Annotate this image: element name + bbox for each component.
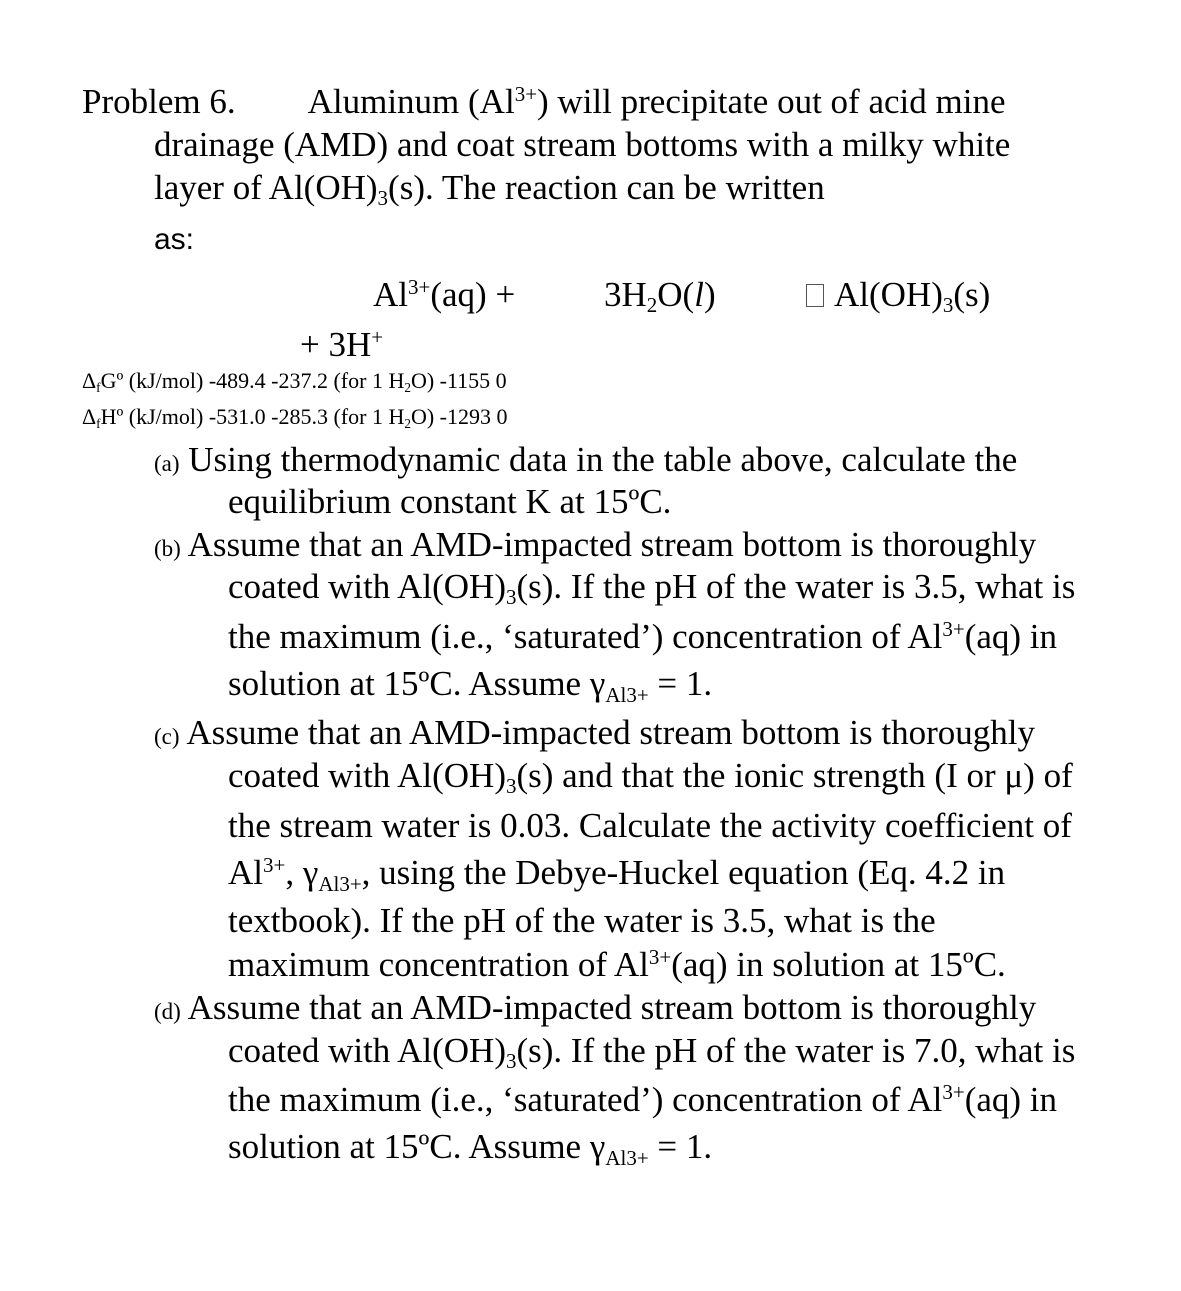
part-a-line-1: (a) Using thermodynamic data in the table above, calculate the	[154, 440, 1018, 479]
part-c-line-1: (c) Assume that an AMD-impacted stream bottom is thoroughly	[154, 713, 1035, 752]
table-row-enthalpy: $\Delta_fHº$ (kJ/mol) -531.0 -285.3 (for 1 $H_2O$) -1293 0	[82, 404, 508, 431]
reaction-product-hydrogen: + 3H+	[300, 325, 384, 364]
part-b-line-3: the maximum (i.e., ‘saturated’) concentration of $Al^{3+}(aq)$ in	[228, 617, 1058, 656]
part-d-line-2: coated with $Al(OH)_3(s)$. If the pH of the water is 7.0, what is	[228, 1031, 1076, 1074]
part-c-label: (c)	[154, 724, 180, 749]
table-row-gibbs: $\Delta_fGº$ (kJ/mol) -489.4 -237.2 (for 1 $H_2O$) -1155 0	[82, 368, 507, 395]
reaction-reactant-water: $3H_2O(l)$	[604, 275, 716, 318]
part-d-label: (d)	[154, 999, 181, 1024]
problem-heading: Problem 6.	[82, 82, 236, 121]
part-a-line-2: equilibrium constant K at 15ºC.	[228, 482, 672, 521]
part-b-line-2: coated with $Al(OH)_3(s)$. If the pH of the water is 3.5, what is	[228, 567, 1076, 610]
part-c-line-6: maximum concentration of $Al^{3+}(aq)$ in solution at 15ºC.	[228, 945, 1006, 984]
part-b-line-4: solution at 15ºC. Assume $\gamma_{Al3+} = 1$.	[228, 664, 713, 708]
part-b-label: (b)	[154, 536, 181, 561]
part-c-line-5: textbook). If the pH of the water is 3.5, what is the	[228, 901, 936, 940]
problem-intro-line-3: layer of $Al(OH)_3(s)$. The reaction can be written	[154, 168, 825, 211]
problem-intro-line-4: as:	[154, 223, 195, 256]
part-d-line-3: the maximum (i.e., ‘saturated’) concentration of $Al^{3+}(aq)$ in	[228, 1080, 1058, 1119]
part-c-line-3: the stream water is 0.03. Calculate the activity coefficient of	[228, 806, 1072, 845]
part-d-line-4: solution at 15ºC. Assume $\gamma_{Al3+} = 1$.	[228, 1127, 713, 1171]
reaction-product-aloh3: $Al(OH)_3(s)$	[806, 275, 990, 315]
part-c-line-2: coated with $Al(OH)_3(s)$ and that the ionic strength (I or μ) of	[228, 756, 1073, 799]
missing-arrow-glyph-icon	[806, 284, 824, 307]
reaction-reactant-al: $Al^{3+}(aq)$ +	[373, 275, 516, 314]
problem-intro-line-1: Problem 6. Aluminum $(Al^{3+})$ will precipitate out of acid mine	[82, 82, 1006, 121]
part-d-line-1: (d) Assume that an AMD-impacted stream bottom is thoroughly	[154, 988, 1037, 1027]
part-b-line-1: (b) Assume that an AMD-impacted stream bottom is thoroughly	[154, 525, 1037, 564]
part-a-label: (a)	[154, 451, 180, 476]
problem-intro-line-2: drainage (AMD) and coat stream bottoms with a milky white	[154, 125, 1011, 164]
part-c-line-4: $Al^{3+}$, $\gamma_{Al3+}$, using the Debye-Huckel equation (Eq. 4.2 in	[228, 853, 1006, 897]
